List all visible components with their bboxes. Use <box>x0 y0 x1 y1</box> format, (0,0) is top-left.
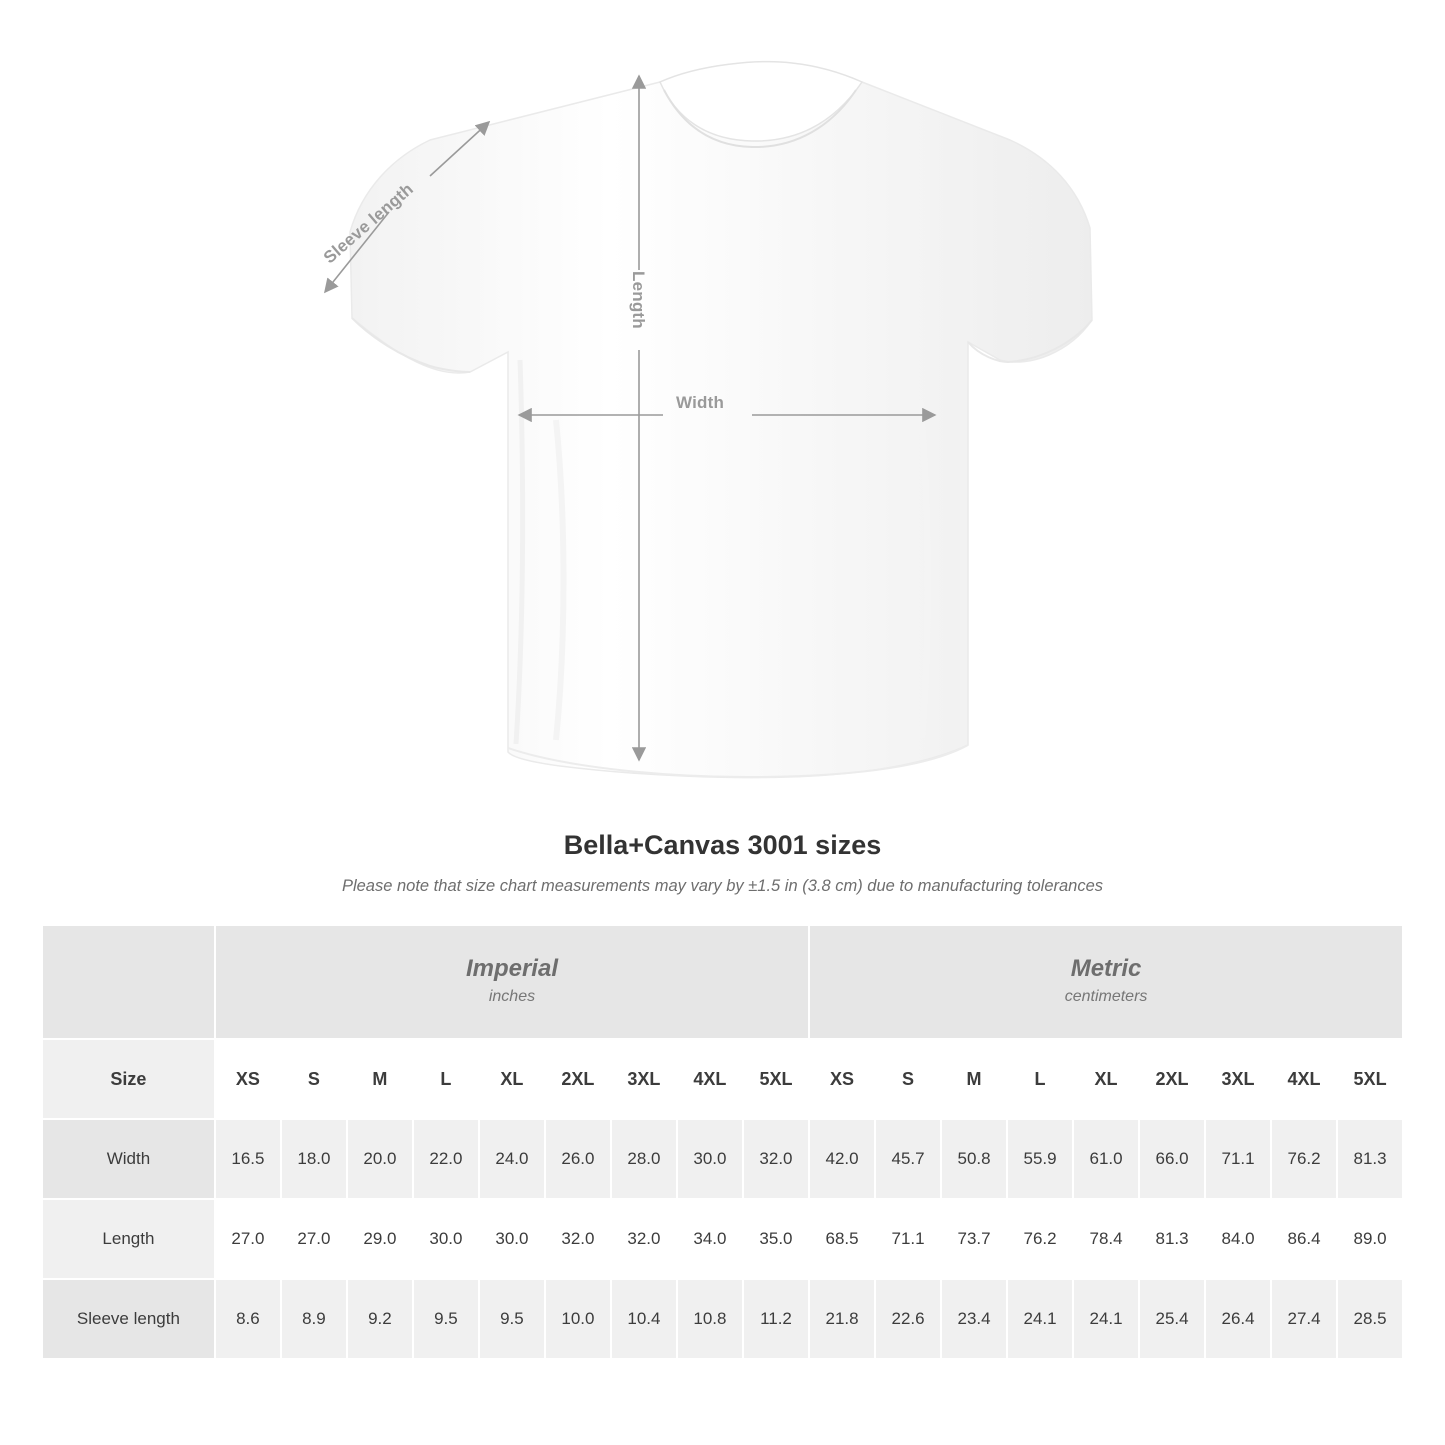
table-cell: 28.0 <box>611 1119 677 1199</box>
size-column-header: Size <box>42 1039 215 1119</box>
table-cell: 24.1 <box>1007 1279 1073 1359</box>
size-header-cell: 4XL <box>677 1039 743 1119</box>
table-row <box>42 1199 1403 1279</box>
table-cell: 22.6 <box>875 1279 941 1359</box>
size-chart-note: Please note that size chart measurements may vary by ±1.5 in (3.8 cm) due to manufacturing tolerances <box>341 877 1104 895</box>
table-cell: 26.4 <box>1205 1279 1271 1359</box>
unit-group-imperial-sub: inches <box>488 988 536 1006</box>
table-cell: 66.0 <box>1139 1119 1205 1199</box>
shirt-body-shape <box>350 62 1092 778</box>
size-header-cell: S <box>281 1039 347 1119</box>
size-header-cell: 3XL <box>611 1039 677 1119</box>
table-cell: 10.0 <box>545 1279 611 1359</box>
table-cell: 78.4 <box>1073 1199 1139 1279</box>
unit-group-metric <box>809 925 1403 1039</box>
table-cell: 89.0 <box>1337 1199 1403 1279</box>
table-cell: 34.0 <box>677 1199 743 1279</box>
table-cell: 24.0 <box>479 1119 545 1199</box>
table-corner-cell <box>42 925 215 1039</box>
table-cell: 81.3 <box>1337 1119 1403 1199</box>
table-cell: 30.0 <box>677 1119 743 1199</box>
size-header-cell: XS <box>809 1039 875 1119</box>
unit-group-imperial <box>215 925 809 1039</box>
size-header-cell: XS <box>215 1039 281 1119</box>
table-cell: 28.5 <box>1337 1279 1403 1359</box>
table-cell: 10.4 <box>611 1279 677 1359</box>
table-cell: 22.0 <box>413 1119 479 1199</box>
table-cell: 27.4 <box>1271 1279 1337 1359</box>
table-cell: 71.1 <box>875 1199 941 1279</box>
table-cell: 86.4 <box>1271 1199 1337 1279</box>
table-cell: 76.2 <box>1007 1199 1073 1279</box>
size-header-row <box>42 1039 1403 1119</box>
width-dimension-label: Width <box>676 393 725 412</box>
table-cell: 73.7 <box>941 1199 1007 1279</box>
table-cell: 45.7 <box>875 1119 941 1199</box>
table-cell: 50.8 <box>941 1119 1007 1199</box>
size-chart-section <box>0 830 1445 1360</box>
table-cell: 8.9 <box>281 1279 347 1359</box>
size-header-cell: S <box>875 1039 941 1119</box>
length-dimension-label: Length <box>629 271 648 329</box>
size-header-cell: 2XL <box>545 1039 611 1119</box>
table-cell: 30.0 <box>479 1199 545 1279</box>
size-header-cell: M <box>347 1039 413 1119</box>
row-label-width: Width <box>42 1119 215 1199</box>
table-cell: 81.3 <box>1139 1199 1205 1279</box>
table-cell: 11.2 <box>743 1279 809 1359</box>
table-cell: 32.0 <box>743 1119 809 1199</box>
size-header-cell: 3XL <box>1205 1039 1271 1119</box>
table-cell: 35.0 <box>743 1199 809 1279</box>
size-header-cell: XL <box>479 1039 545 1119</box>
unit-group-imperial-name: Imperial <box>465 955 558 983</box>
table-cell: 68.5 <box>809 1199 875 1279</box>
table-cell: 9.2 <box>347 1279 413 1359</box>
unit-group-metric-sub: centimeters <box>1064 988 1148 1006</box>
unit-group-metric-name: Metric <box>1070 955 1142 983</box>
table-cell: 9.5 <box>413 1279 479 1359</box>
table-cell: 21.8 <box>809 1279 875 1359</box>
table-cell: 10.8 <box>677 1279 743 1359</box>
table-cell: 55.9 <box>1007 1119 1073 1199</box>
table-cell: 61.0 <box>1073 1119 1139 1199</box>
table-cell: 27.0 <box>281 1199 347 1279</box>
table-cell: 9.5 <box>479 1279 545 1359</box>
table-cell: 29.0 <box>347 1199 413 1279</box>
size-header-cell: 5XL <box>743 1039 809 1119</box>
size-header-cell: M <box>941 1039 1007 1119</box>
table-cell: 27.0 <box>215 1199 281 1279</box>
size-header-cell: 2XL <box>1139 1039 1205 1119</box>
size-header-cell: 5XL <box>1337 1039 1403 1119</box>
size-chart-title: Bella+Canvas 3001 sizes <box>563 830 882 860</box>
size-header-cell: L <box>413 1039 479 1119</box>
size-chart-table <box>41 924 1404 1360</box>
table-cell: 32.0 <box>611 1199 677 1279</box>
size-header-cell: XL <box>1073 1039 1139 1119</box>
table-cell: 18.0 <box>281 1119 347 1199</box>
table-cell: 42.0 <box>809 1119 875 1199</box>
table-cell: 76.2 <box>1271 1119 1337 1199</box>
size-header-cell: L <box>1007 1039 1073 1119</box>
table-cell: 25.4 <box>1139 1279 1205 1359</box>
table-cell: 20.0 <box>347 1119 413 1199</box>
table-cell: 84.0 <box>1205 1199 1271 1279</box>
table-cell: 71.1 <box>1205 1119 1271 1199</box>
table-cell: 23.4 <box>941 1279 1007 1359</box>
table-cell: 8.6 <box>215 1279 281 1359</box>
table-cell: 26.0 <box>545 1119 611 1199</box>
table-cell: 32.0 <box>545 1199 611 1279</box>
table-cell: 16.5 <box>215 1119 281 1199</box>
unit-header-row <box>42 925 1403 1039</box>
size-header-cell: 4XL <box>1271 1039 1337 1119</box>
sleeve-length-dimension-label: Sleeve length <box>319 179 418 268</box>
row-label-sleeve-length: Sleeve length <box>42 1279 215 1359</box>
row-label-length: Length <box>42 1199 215 1279</box>
table-cell: 24.1 <box>1073 1279 1139 1359</box>
table-row <box>42 1279 1403 1359</box>
table-row <box>42 1119 1403 1199</box>
table-cell: 30.0 <box>413 1199 479 1279</box>
